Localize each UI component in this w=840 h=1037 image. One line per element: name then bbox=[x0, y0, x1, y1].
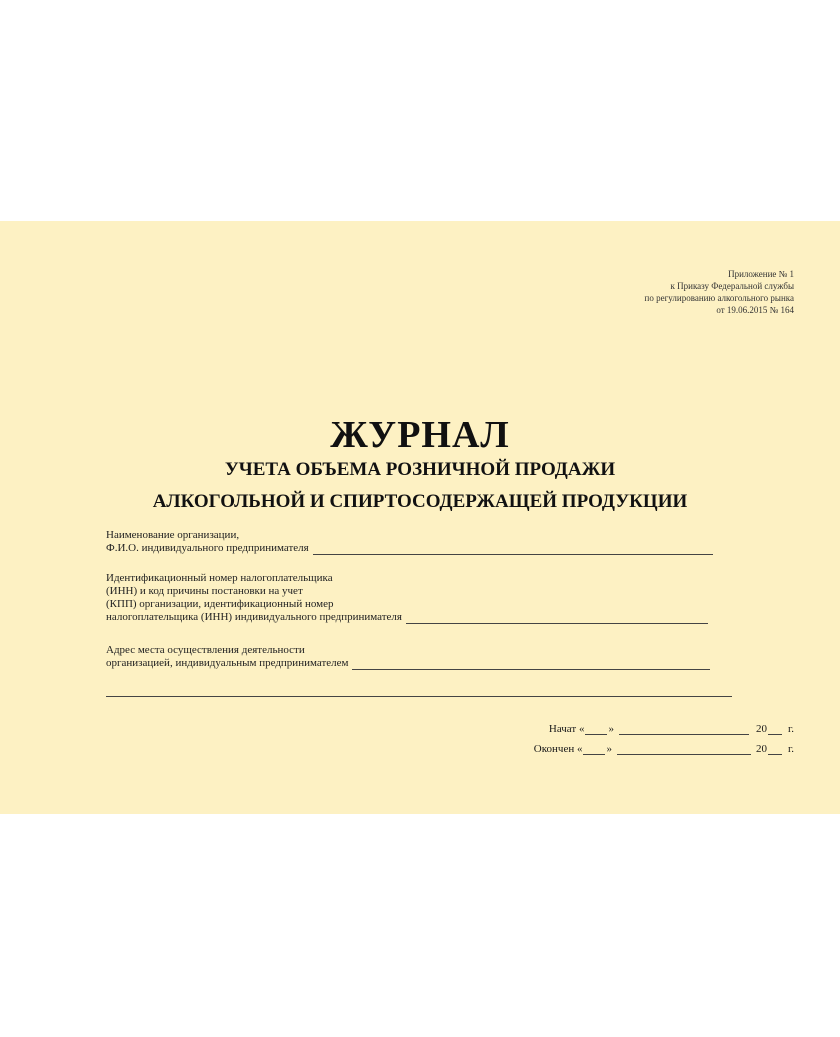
journal-subtitle: УЧЕТА ОБЪЕМА РОЗНИЧНОЙ ПРОДАЖИ bbox=[224, 459, 616, 480]
start-month-blank[interactable] bbox=[619, 724, 749, 735]
field-label: Идентификационный номер налогоплательщика bbox=[106, 572, 333, 584]
journal-subtitle: АЛКОГОЛЬНОЙ И СПИРТОСОДЕРЖАЩЕЙ ПРОДУКЦИИ bbox=[152, 491, 688, 512]
start-date-row bbox=[549, 723, 794, 735]
quote-close: » bbox=[606, 743, 612, 755]
inn-kpp-field bbox=[106, 572, 708, 624]
organization-field bbox=[106, 529, 713, 555]
appendix-line: Приложение № 1 bbox=[728, 269, 794, 279]
start-day-blank[interactable] bbox=[585, 724, 607, 735]
start-year-blank[interactable] bbox=[768, 724, 782, 735]
end-day-blank[interactable] bbox=[583, 744, 605, 755]
year-suffix: г. bbox=[787, 743, 794, 755]
address-extra-blank[interactable] bbox=[106, 695, 732, 697]
appendix-line: к Приказу Федеральной службы bbox=[670, 281, 794, 291]
end-date-row bbox=[534, 743, 794, 755]
appendix-note bbox=[645, 268, 794, 316]
end-date-label: Окончен « bbox=[533, 743, 583, 755]
field-label: организацией, индивидуальным предпринимателем bbox=[106, 657, 349, 669]
end-year-blank[interactable] bbox=[768, 744, 782, 755]
field-label: Наименование организации, bbox=[106, 529, 240, 541]
field-label: налогоплательщика (ИНН) индивидуального предпринимателя bbox=[106, 611, 402, 623]
field-label: (КПП) организации, идентификационный номер bbox=[106, 598, 334, 610]
appendix-line: от 19.06.2015 № 164 bbox=[716, 305, 794, 315]
year-prefix: 20 bbox=[755, 723, 767, 735]
organization-blank[interactable] bbox=[313, 544, 713, 555]
year-prefix: 20 bbox=[755, 743, 767, 755]
address-blank[interactable] bbox=[352, 659, 710, 670]
appendix-line: по регулированию алкогольного рынка bbox=[644, 293, 794, 303]
address-field bbox=[106, 644, 710, 670]
end-month-blank[interactable] bbox=[617, 744, 751, 755]
inn-kpp-blank[interactable] bbox=[406, 613, 708, 624]
field-label: Адрес места осуществления деятельности bbox=[106, 644, 305, 656]
journal-title: ЖУРНАЛ bbox=[330, 414, 510, 456]
year-suffix: г. bbox=[787, 723, 794, 735]
start-date-label: Начат « bbox=[548, 723, 585, 735]
journal-cover bbox=[0, 221, 840, 814]
field-label: (ИНН) и код причины постановки на учет bbox=[106, 585, 303, 597]
field-label: Ф.И.О. индивидуального предпринимателя bbox=[106, 542, 309, 554]
quote-close: » bbox=[608, 723, 614, 735]
